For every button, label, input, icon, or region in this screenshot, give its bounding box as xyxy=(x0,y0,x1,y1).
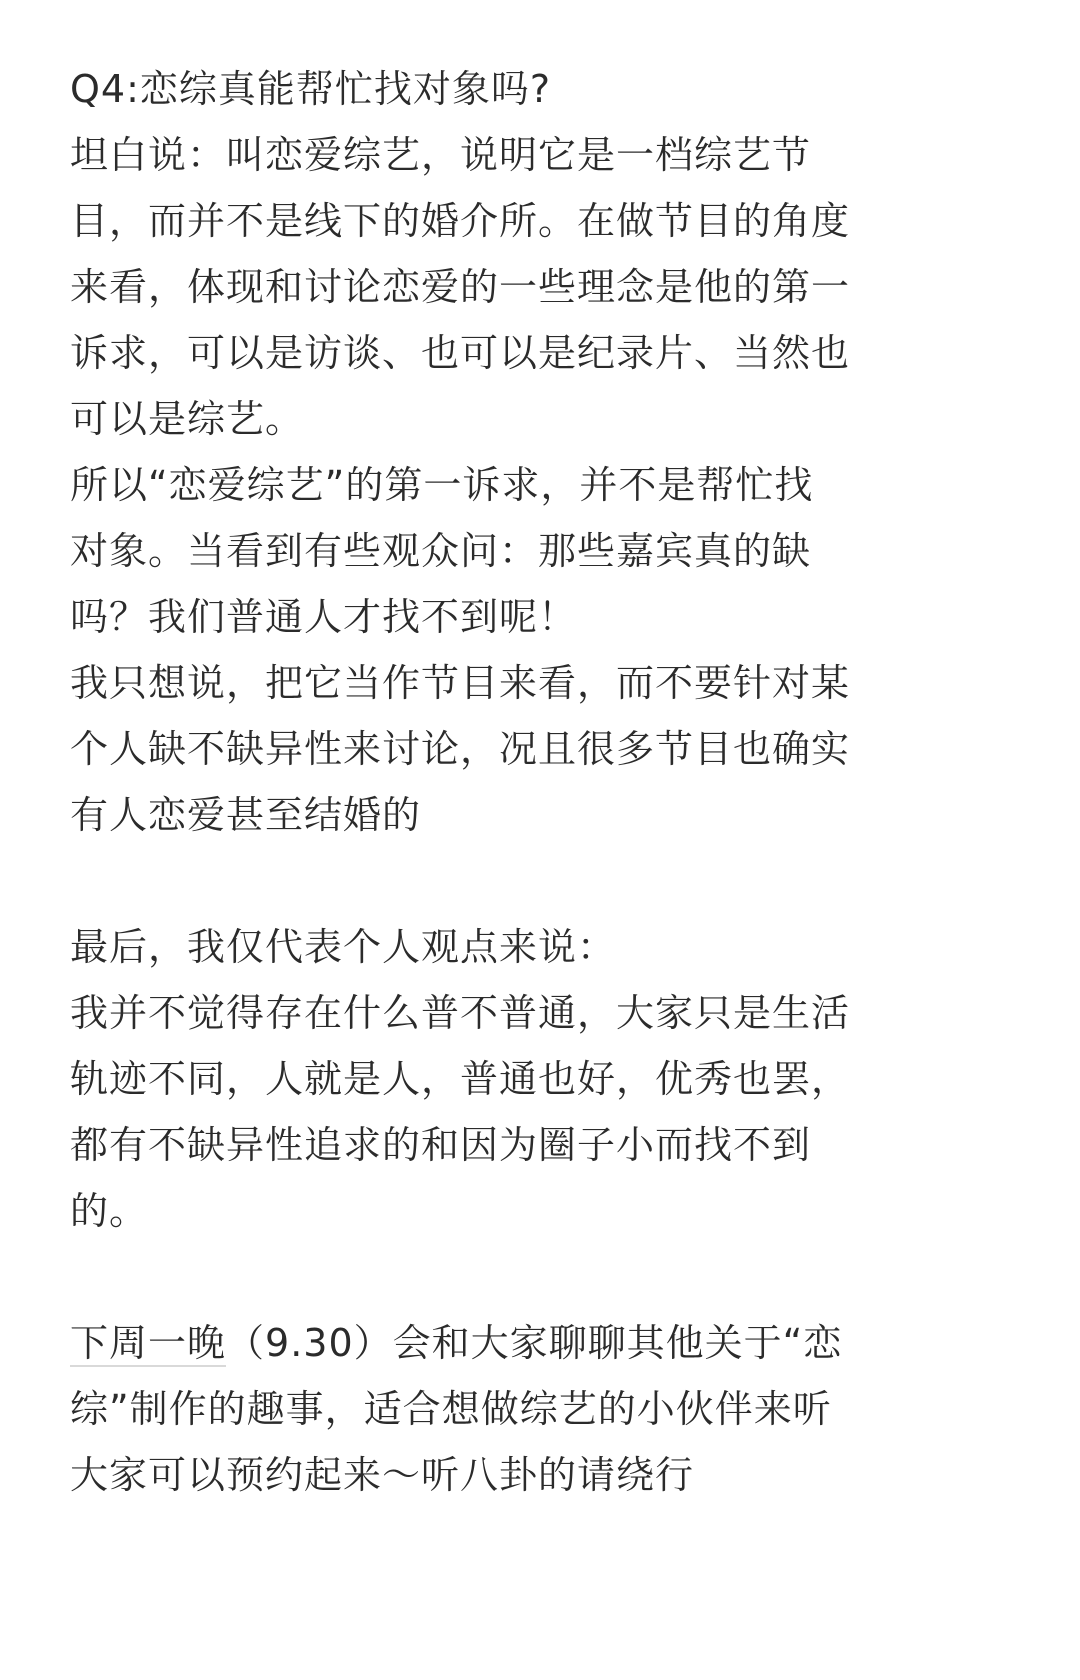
paragraph-line: 吗？我们普通人才找不到呢！ xyxy=(70,595,578,639)
announcement-line: 大家可以预约起来～听八卦的请绕行 xyxy=(70,1453,695,1497)
paragraph-line: 最后，我仅代表个人观点来说： xyxy=(70,925,617,969)
paragraph-spacer xyxy=(70,848,1015,914)
paragraph-line: 我并不觉得存在什么普不普通，大家只是生活 xyxy=(70,991,851,1035)
announcement-line: 综”制作的趣事，适合想做综艺的小伙伴来听 xyxy=(70,1387,832,1431)
paragraph-line: 个人缺不缺异性来讨论，况且很多节目也确实 xyxy=(70,727,851,771)
underlined-date-text: 下周一晚 xyxy=(70,1321,227,1365)
paragraph-line: 来看，体现和讨论恋爱的一些理念是他的第一 xyxy=(70,265,851,309)
paragraph-line: 诉求，可以是访谈、也可以是纪录片、当然也 xyxy=(70,331,851,375)
announcement-text: （9.30）会和大家聊聊其他关于“恋 xyxy=(226,1321,843,1365)
paragraph-line: 的。 xyxy=(70,1189,149,1233)
paragraph-line: 有人恋爱甚至结婚的 xyxy=(70,793,422,837)
paragraph-line: 都有不缺异性追求的和因为圈子小而找不到 xyxy=(70,1123,812,1167)
article-body xyxy=(70,56,1015,1508)
paragraph-line: 坦白说：叫恋爱综艺，说明它是一档综艺节 xyxy=(70,133,812,177)
paragraph-line: 目，而并不是线下的婚介所。在做节目的角度 xyxy=(70,199,851,243)
paragraph-line: 可以是综艺。 xyxy=(70,397,305,441)
paragraph-line: 所以“恋爱综艺”的第一诉求，并不是帮忙找 xyxy=(70,463,814,507)
paragraph-line: 轨迹不同，人就是人，普通也好，优秀也罢， xyxy=(70,1057,851,1101)
question-title: Q4:恋综真能帮忙找对象吗? xyxy=(70,67,552,111)
paragraph-line: 对象。当看到有些观众问：那些嘉宾真的缺 xyxy=(70,529,812,573)
paragraph-spacer xyxy=(70,1244,1015,1310)
announcement-line xyxy=(70,1310,1015,1376)
paragraph-line: 我只想说，把它当作节目来看，而不要针对某 xyxy=(70,661,851,705)
